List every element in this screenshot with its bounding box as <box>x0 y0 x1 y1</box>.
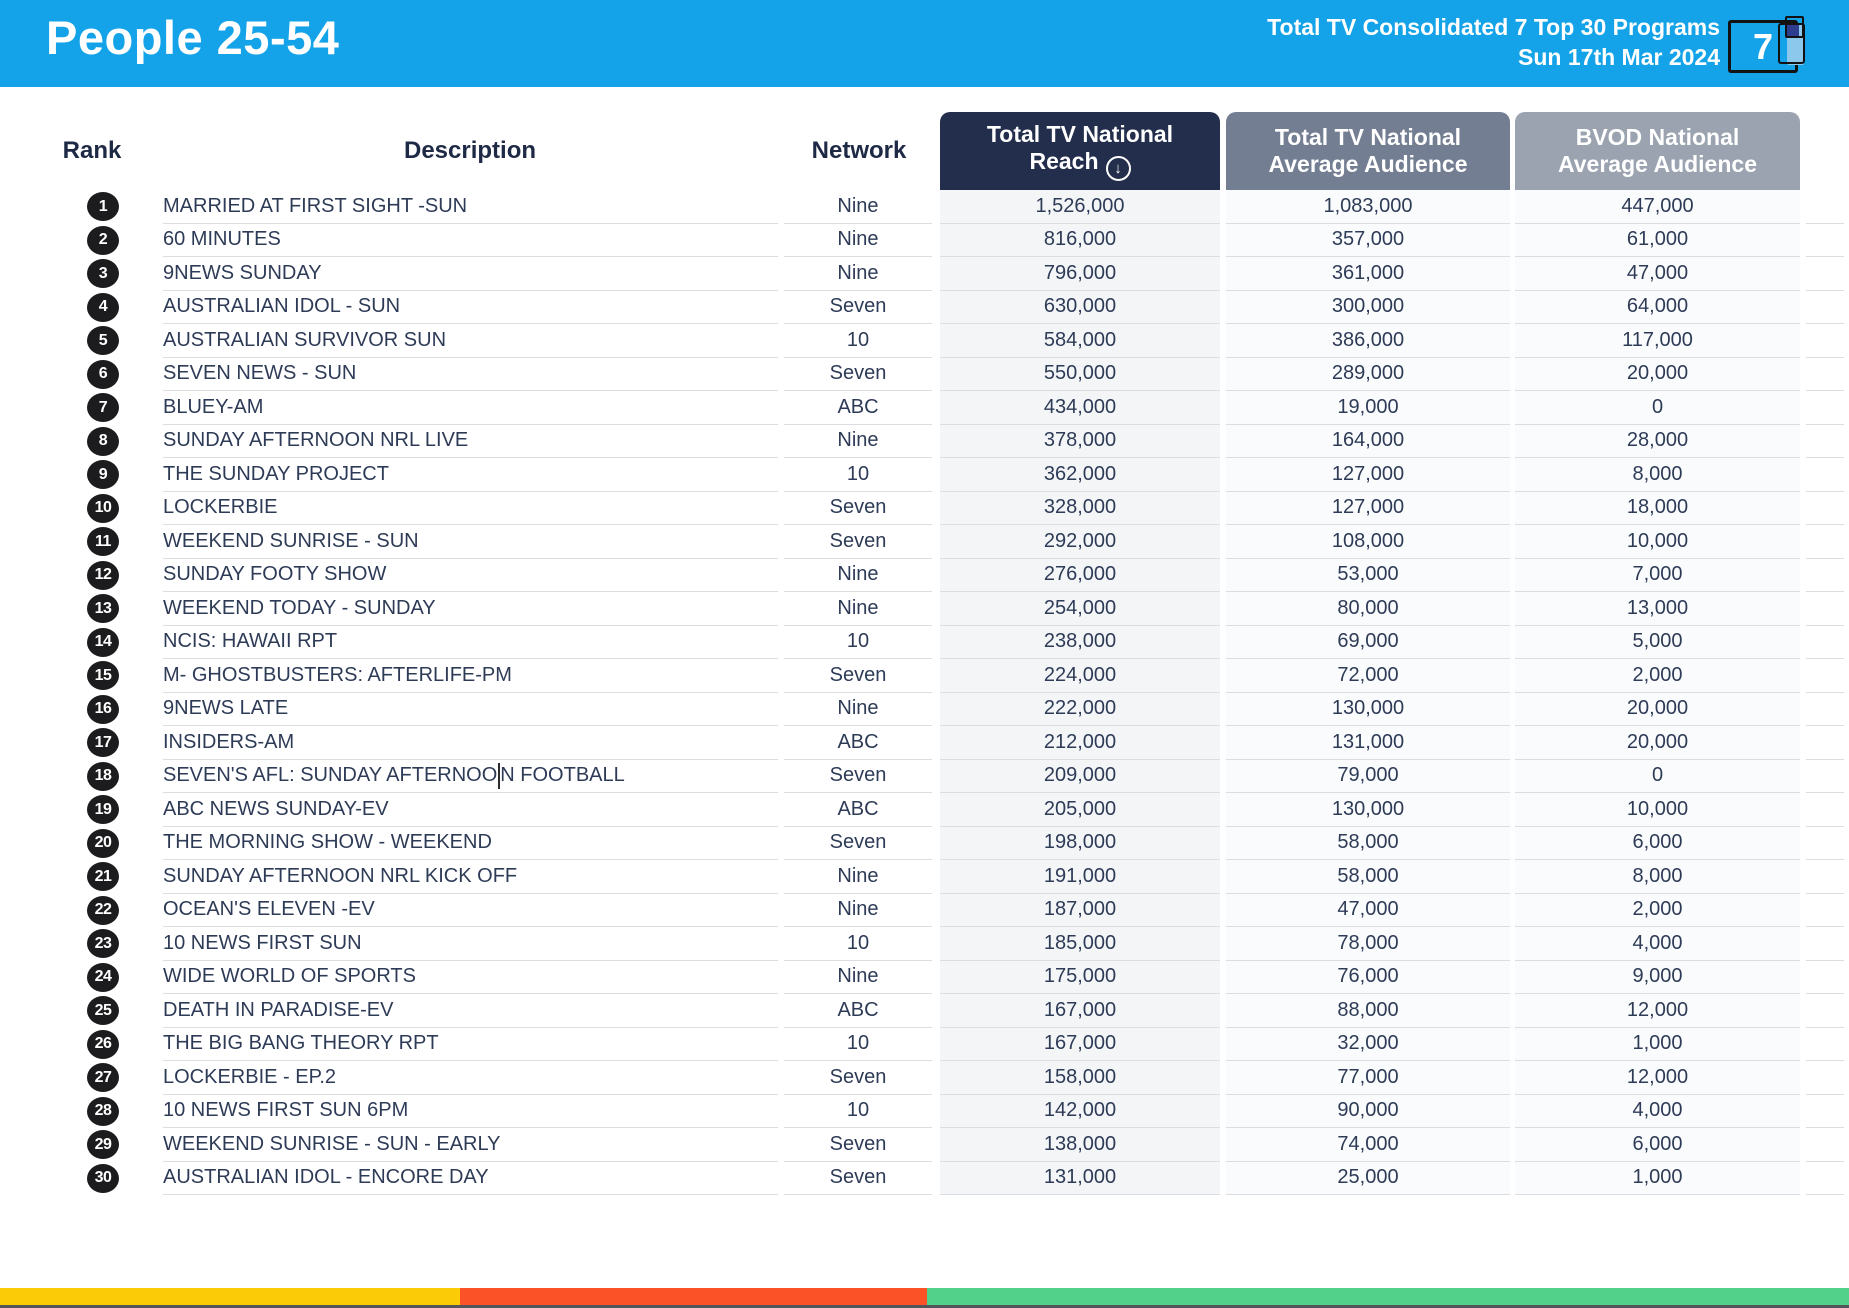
avg-header-line1: Total TV National <box>1274 124 1462 150</box>
total-tv-reach-cell: 550,000 <box>940 358 1220 392</box>
table-row <box>0 860 1849 894</box>
total-tv-average-audience-cell: 361,000 <box>1226 257 1510 291</box>
total-tv-reach-cell: 276,000 <box>940 559 1220 593</box>
total-tv-reach-cell: 167,000 <box>940 994 1220 1028</box>
network-cell: 10 <box>784 927 932 961</box>
table-row <box>0 324 1849 358</box>
total-tv-average-audience-cell: 131,000 <box>1226 726 1510 760</box>
trailing-cell <box>1806 894 1844 928</box>
bvod-average-audience-cell: 61,000 <box>1515 224 1800 258</box>
reach-header-line2: Reach <box>1029 148 1099 174</box>
rank-badge: 1 <box>87 192 119 221</box>
total-tv-reach-cell: 222,000 <box>940 693 1220 727</box>
trailing-cell <box>1806 994 1844 1028</box>
rank-cell <box>0 1162 163 1196</box>
total-tv-reach-cell: 175,000 <box>940 961 1220 995</box>
footer-segment-green <box>927 1288 1849 1305</box>
bvod-average-audience-cell: 2,000 <box>1515 894 1800 928</box>
total-tv-reach-cell: 209,000 <box>940 760 1220 794</box>
trailing-cell <box>1806 1128 1844 1162</box>
network-cell: Seven <box>784 525 932 559</box>
description-cell: SEVEN NEWS - SUN <box>163 358 778 392</box>
trailing-cell <box>1806 961 1844 995</box>
network-cell: ABC <box>784 994 932 1028</box>
description-cell: 9NEWS SUNDAY <box>163 257 778 291</box>
footer-segment-orange <box>460 1288 927 1305</box>
bvod-average-audience-cell: 28,000 <box>1515 425 1800 459</box>
avg-header-line2: Average Audience <box>1268 151 1468 177</box>
bvod-average-audience-cell: 10,000 <box>1515 525 1800 559</box>
description-cell: 10 NEWS FIRST SUN <box>163 927 778 961</box>
rank-cell <box>0 425 163 459</box>
total-tv-average-audience-cell: 19,000 <box>1226 391 1510 425</box>
rank-badge: 2 <box>87 226 119 255</box>
total-tv-average-audience-cell: 386,000 <box>1226 324 1510 358</box>
rank-cell <box>0 626 163 660</box>
footer-segment-yellow <box>0 1288 460 1305</box>
total-tv-average-audience-cell: 76,000 <box>1226 961 1510 995</box>
network-cell: 10 <box>784 626 932 660</box>
table-row <box>0 626 1849 660</box>
total-tv-reach-cell: 238,000 <box>940 626 1220 660</box>
report-subtitle-line2: Sun 17th Mar 2024 <box>1518 44 1720 70</box>
description-cell: OCEAN'S ELEVEN -EV <box>163 894 778 928</box>
trailing-cell <box>1806 927 1844 961</box>
table-row <box>0 224 1849 258</box>
total-tv-reach-cell: 796,000 <box>940 257 1220 291</box>
total-tv-average-audience-cell: 32,000 <box>1226 1028 1510 1062</box>
table-row <box>0 559 1849 593</box>
description-cell: WIDE WORLD OF SPORTS <box>163 961 778 995</box>
rank-cell <box>0 793 163 827</box>
total-tv-reach-cell: 224,000 <box>940 659 1220 693</box>
network-cell: Seven <box>784 291 932 325</box>
rank-cell <box>0 894 163 928</box>
total-tv-average-audience-cell: 58,000 <box>1226 860 1510 894</box>
network-cell: Nine <box>784 425 932 459</box>
table-row <box>0 1162 1849 1196</box>
network-cell: Seven <box>784 1128 932 1162</box>
description-cell: MARRIED AT FIRST SIGHT -SUN <box>163 190 778 224</box>
table-row <box>0 358 1849 392</box>
total-tv-average-audience-cell: 164,000 <box>1226 425 1510 459</box>
bvod-average-audience-cell: 8,000 <box>1515 860 1800 894</box>
trailing-cell <box>1806 693 1844 727</box>
network-cell: Nine <box>784 693 932 727</box>
total-tv-average-audience-cell: 58,000 <box>1226 827 1510 861</box>
bvod-average-audience-cell: 12,000 <box>1515 1061 1800 1095</box>
text-caret <box>498 763 500 789</box>
description-cell: THE SUNDAY PROJECT <box>163 458 778 492</box>
table-row <box>0 1061 1849 1095</box>
total-tv-average-audience-cell: 1,083,000 <box>1226 190 1510 224</box>
column-header-network: Network <box>811 137 907 164</box>
column-header-total-tv-reach[interactable] <box>940 112 1220 190</box>
rank-badge: 23 <box>87 929 119 958</box>
trailing-cell <box>1806 324 1844 358</box>
table-row <box>0 726 1849 760</box>
trailing-cell <box>1806 1095 1844 1129</box>
bvod-average-audience-cell: 8,000 <box>1515 458 1800 492</box>
total-tv-reach-cell: 198,000 <box>940 827 1220 861</box>
trailing-cell <box>1806 726 1844 760</box>
rank-cell <box>0 827 163 861</box>
description-cell: THE MORNING SHOW - WEEKEND <box>163 827 778 861</box>
description-cell: AUSTRALIAN IDOL - ENCORE DAY <box>163 1162 778 1196</box>
rank-cell <box>0 190 163 224</box>
rank-cell <box>0 224 163 258</box>
description-cell: SUNDAY AFTERNOON NRL LIVE <box>163 425 778 459</box>
sort-descending-icon: ↓ <box>1106 156 1131 181</box>
report-subtitle <box>1267 12 1720 72</box>
description-cell: M- GHOSTBUSTERS: AFTERLIFE-PM <box>163 659 778 693</box>
bvod-average-audience-cell: 0 <box>1515 391 1800 425</box>
programs-table-body <box>0 190 1849 1195</box>
network-cell: Seven <box>784 827 932 861</box>
rank-badge: 29 <box>87 1130 119 1159</box>
rank-badge: 10 <box>87 494 119 523</box>
table-row <box>0 492 1849 526</box>
bvod-average-audience-cell: 447,000 <box>1515 190 1800 224</box>
trailing-cell <box>1806 760 1844 794</box>
rank-badge: 6 <box>87 360 119 389</box>
column-header-rank: Rank <box>62 137 122 164</box>
trailing-cell <box>1806 626 1844 660</box>
rank-badge: 26 <box>87 1030 119 1059</box>
rank-cell <box>0 1095 163 1129</box>
trailing-cell <box>1806 391 1844 425</box>
trailing-cell <box>1806 257 1844 291</box>
bvod-average-audience-cell: 20,000 <box>1515 726 1800 760</box>
network-cell: ABC <box>784 391 932 425</box>
footer-color-bar <box>0 1288 1849 1305</box>
rank-badge: 19 <box>87 795 119 824</box>
rank-badge: 25 <box>87 996 119 1025</box>
description-cell: 9NEWS LATE <box>163 693 778 727</box>
bvod-average-audience-cell: 9,000 <box>1515 961 1800 995</box>
total-tv-reach-cell: 187,000 <box>940 894 1220 928</box>
rank-badge: 9 <box>87 460 119 489</box>
column-header-total-tv-average-audience[interactable] <box>1226 112 1510 190</box>
total-tv-reach-cell: 205,000 <box>940 793 1220 827</box>
description-cell: LOCKERBIE - EP.2 <box>163 1061 778 1095</box>
trailing-cell <box>1806 793 1844 827</box>
rank-badge: 24 <box>87 963 119 992</box>
table-row <box>0 391 1849 425</box>
bvod-average-audience-cell: 5,000 <box>1515 626 1800 660</box>
bvod-average-audience-cell: 6,000 <box>1515 827 1800 861</box>
table-row <box>0 291 1849 325</box>
trailing-cell <box>1806 458 1844 492</box>
rank-cell <box>0 291 163 325</box>
total-tv-average-audience-cell: 69,000 <box>1226 626 1510 660</box>
rank-badge: 16 <box>87 695 119 724</box>
total-tv-average-audience-cell: 130,000 <box>1226 793 1510 827</box>
description-cell: BLUEY-AM <box>163 391 778 425</box>
table-row <box>0 827 1849 861</box>
total-tv-average-audience-cell: 77,000 <box>1226 1061 1510 1095</box>
trailing-cell <box>1806 224 1844 258</box>
trailing-cell <box>1806 358 1844 392</box>
description-cell: AUSTRALIAN SURVIVOR SUN <box>163 324 778 358</box>
trailing-cell <box>1806 659 1844 693</box>
page-title: People 25-54 <box>46 11 340 64</box>
network-cell: ABC <box>784 726 932 760</box>
trailing-cell <box>1806 860 1844 894</box>
rank-cell <box>0 760 163 794</box>
total-tv-reach-cell: 158,000 <box>940 1061 1220 1095</box>
reach-header-line1: Total TV National <box>986 121 1174 147</box>
total-tv-average-audience-cell: 74,000 <box>1226 1128 1510 1162</box>
rank-badge: 27 <box>87 1063 119 1092</box>
rank-badge: 20 <box>87 829 119 858</box>
rank-cell <box>0 391 163 425</box>
description-cell: WEEKEND SUNRISE - SUN - EARLY <box>163 1128 778 1162</box>
description-cell: WEEKEND TODAY - SUNDAY <box>163 592 778 626</box>
rank-cell <box>0 693 163 727</box>
table-row <box>0 659 1849 693</box>
bvod-average-audience-cell: 20,000 <box>1515 693 1800 727</box>
table-row <box>0 1095 1849 1129</box>
description-cell: AUSTRALIAN IDOL - SUN <box>163 291 778 325</box>
total-tv-reach-cell: 328,000 <box>940 492 1220 526</box>
table-row <box>0 927 1849 961</box>
rank-cell <box>0 324 163 358</box>
description-cell: 60 MINUTES <box>163 224 778 258</box>
rank-cell <box>0 1128 163 1162</box>
description-cell: SEVEN'S AFL: SUNDAY AFTERNOO N FOOTBALL <box>163 760 778 794</box>
rank-badge: 5 <box>87 326 119 355</box>
trailing-cell <box>1806 1061 1844 1095</box>
network-cell: ABC <box>784 793 932 827</box>
table-row <box>0 961 1849 995</box>
rank-badge: 30 <box>87 1164 119 1193</box>
rank-cell <box>0 860 163 894</box>
table-row <box>0 458 1849 492</box>
table-row <box>0 1128 1849 1162</box>
total-tv-reach-cell: 378,000 <box>940 425 1220 459</box>
total-tv-reach-cell: 434,000 <box>940 391 1220 425</box>
total-tv-reach-cell: 292,000 <box>940 525 1220 559</box>
total-tv-average-audience-cell: 130,000 <box>1226 693 1510 727</box>
rank-cell <box>0 726 163 760</box>
rank-cell <box>0 559 163 593</box>
total-tv-average-audience-cell: 300,000 <box>1226 291 1510 325</box>
total-tv-reach-cell: 254,000 <box>940 592 1220 626</box>
network-cell: Seven <box>784 760 932 794</box>
rank-cell <box>0 659 163 693</box>
rank-badge: 21 <box>87 862 119 891</box>
total-tv-average-audience-cell: 88,000 <box>1226 994 1510 1028</box>
rank-cell <box>0 961 163 995</box>
total-tv-reach-cell: 142,000 <box>940 1095 1220 1129</box>
bvod-average-audience-cell: 10,000 <box>1515 793 1800 827</box>
table-row <box>0 425 1849 459</box>
bvod-average-audience-cell: 13,000 <box>1515 592 1800 626</box>
total-tv-reach-cell: 138,000 <box>940 1128 1220 1162</box>
bvod-average-audience-cell: 4,000 <box>1515 927 1800 961</box>
network-cell: Nine <box>784 257 932 291</box>
total-tv-average-audience-cell: 108,000 <box>1226 525 1510 559</box>
rank-cell <box>0 1061 163 1095</box>
total-tv-average-audience-cell: 127,000 <box>1226 458 1510 492</box>
total-tv-logo <box>1724 12 1834 74</box>
rank-cell <box>0 592 163 626</box>
rank-cell <box>0 525 163 559</box>
table-row <box>0 793 1849 827</box>
total-tv-reach-cell: 212,000 <box>940 726 1220 760</box>
total-tv-average-audience-cell: 47,000 <box>1226 894 1510 928</box>
rank-badge: 7 <box>87 393 119 422</box>
total-tv-reach-cell: 816,000 <box>940 224 1220 258</box>
trailing-cell <box>1806 1028 1844 1062</box>
network-cell: Seven <box>784 1061 932 1095</box>
network-cell: Nine <box>784 224 932 258</box>
header-bar <box>0 0 1849 87</box>
column-header-description: Description <box>403 137 537 164</box>
bvod-average-audience-cell: 7,000 <box>1515 559 1800 593</box>
bvod-average-audience-cell: 18,000 <box>1515 492 1800 526</box>
bvod-average-audience-cell: 6,000 <box>1515 1128 1800 1162</box>
bvod-average-audience-cell: 1,000 <box>1515 1162 1800 1196</box>
network-cell: Nine <box>784 860 932 894</box>
rank-cell <box>0 257 163 291</box>
report-subtitle-line1: Total TV Consolidated 7 Top 30 Programs <box>1267 14 1720 40</box>
total-tv-average-audience-cell: 357,000 <box>1226 224 1510 258</box>
bvod-average-audience-cell: 2,000 <box>1515 659 1800 693</box>
rank-badge: 15 <box>87 661 119 690</box>
rank-badge: 12 <box>87 561 119 590</box>
description-cell: NCIS: HAWAII RPT <box>163 626 778 660</box>
bvod-header-line2: Average Audience <box>1558 151 1757 177</box>
network-cell: Nine <box>784 961 932 995</box>
trailing-cell <box>1806 425 1844 459</box>
table-row <box>0 894 1849 928</box>
trailing-cell <box>1806 291 1844 325</box>
total-tv-average-audience-cell: 127,000 <box>1226 492 1510 526</box>
total-tv-average-audience-cell: 79,000 <box>1226 760 1510 794</box>
total-tv-reach-cell: 191,000 <box>940 860 1220 894</box>
total-tv-reach-cell: 167,000 <box>940 1028 1220 1062</box>
network-cell: Nine <box>784 894 932 928</box>
total-tv-reach-cell: 185,000 <box>940 927 1220 961</box>
rank-cell <box>0 927 163 961</box>
description-cell: 10 NEWS FIRST SUN 6PM <box>163 1095 778 1129</box>
trailing-cell <box>1806 190 1844 224</box>
tv-logo-number: 7 <box>1752 25 1774 67</box>
trailing-cell <box>1806 559 1844 593</box>
rank-badge: 11 <box>87 527 119 556</box>
table-row <box>0 760 1849 794</box>
network-cell: Nine <box>784 559 932 593</box>
rank-badge: 28 <box>87 1097 119 1126</box>
bvod-average-audience-cell: 1,000 <box>1515 1028 1800 1062</box>
rank-badge: 8 <box>87 427 119 456</box>
bvod-average-audience-cell: 47,000 <box>1515 257 1800 291</box>
description-cell: ABC NEWS SUNDAY-EV <box>163 793 778 827</box>
network-cell: Nine <box>784 190 932 224</box>
rank-cell <box>0 458 163 492</box>
table-row <box>0 592 1849 626</box>
network-cell: Nine <box>784 592 932 626</box>
network-cell: Seven <box>784 1162 932 1196</box>
total-tv-average-audience-cell: 80,000 <box>1226 592 1510 626</box>
rank-badge: 22 <box>87 896 119 925</box>
description-cell: SUNDAY FOOTY SHOW <box>163 559 778 593</box>
network-cell: Seven <box>784 492 932 526</box>
network-cell: 10 <box>784 458 932 492</box>
description-cell: LOCKERBIE <box>163 492 778 526</box>
total-tv-average-audience-cell: 72,000 <box>1226 659 1510 693</box>
bvod-average-audience-cell: 4,000 <box>1515 1095 1800 1129</box>
description-cell: SUNDAY AFTERNOON NRL KICK OFF <box>163 860 778 894</box>
trailing-cell <box>1806 1162 1844 1196</box>
total-tv-reach-cell: 362,000 <box>940 458 1220 492</box>
network-cell: 10 <box>784 1095 932 1129</box>
table-row <box>0 693 1849 727</box>
total-tv-average-audience-cell: 78,000 <box>1226 927 1510 961</box>
rank-badge: 13 <box>87 594 119 623</box>
mobile-device-screen-icon <box>1787 25 1799 36</box>
trailing-cell <box>1806 592 1844 626</box>
bvod-average-audience-cell: 0 <box>1515 760 1800 794</box>
rank-badge: 18 <box>87 762 119 791</box>
total-tv-reach-cell: 1,526,000 <box>940 190 1220 224</box>
description-cell: DEATH IN PARADISE-EV <box>163 994 778 1028</box>
bvod-average-audience-cell: 117,000 <box>1515 324 1800 358</box>
trailing-cell <box>1806 827 1844 861</box>
total-tv-reach-cell: 630,000 <box>940 291 1220 325</box>
description-cell: INSIDERS-AM <box>163 726 778 760</box>
description-cell: THE BIG BANG THEORY RPT <box>163 1028 778 1062</box>
column-header-bvod-average-audience[interactable] <box>1515 112 1800 190</box>
network-cell: 10 <box>784 1028 932 1062</box>
trailing-cell <box>1806 492 1844 526</box>
rank-badge: 3 <box>87 259 119 288</box>
table-row <box>0 257 1849 291</box>
table-row <box>0 994 1849 1028</box>
total-tv-average-audience-cell: 289,000 <box>1226 358 1510 392</box>
trailing-cell <box>1806 525 1844 559</box>
total-tv-average-audience-cell: 53,000 <box>1226 559 1510 593</box>
total-tv-average-audience-cell: 90,000 <box>1226 1095 1510 1129</box>
table-row <box>0 525 1849 559</box>
table-row <box>0 1028 1849 1062</box>
network-cell: Seven <box>784 659 932 693</box>
total-tv-reach-cell: 131,000 <box>940 1162 1220 1196</box>
rank-cell <box>0 994 163 1028</box>
rank-badge: 14 <box>87 628 119 657</box>
bvod-average-audience-cell: 20,000 <box>1515 358 1800 392</box>
network-cell: 10 <box>784 324 932 358</box>
network-cell: Seven <box>784 358 932 392</box>
rank-badge: 4 <box>87 293 119 322</box>
rank-cell <box>0 492 163 526</box>
table-row <box>0 190 1849 224</box>
bvod-header-line1: BVOD National <box>1575 124 1740 150</box>
rank-cell <box>0 1028 163 1062</box>
rank-badge: 17 <box>87 728 119 757</box>
bvod-average-audience-cell: 64,000 <box>1515 291 1800 325</box>
description-cell: WEEKEND SUNRISE - SUN <box>163 525 778 559</box>
bvod-average-audience-cell: 12,000 <box>1515 994 1800 1028</box>
rank-cell <box>0 358 163 392</box>
total-tv-reach-cell: 584,000 <box>940 324 1220 358</box>
total-tv-average-audience-cell: 25,000 <box>1226 1162 1510 1196</box>
